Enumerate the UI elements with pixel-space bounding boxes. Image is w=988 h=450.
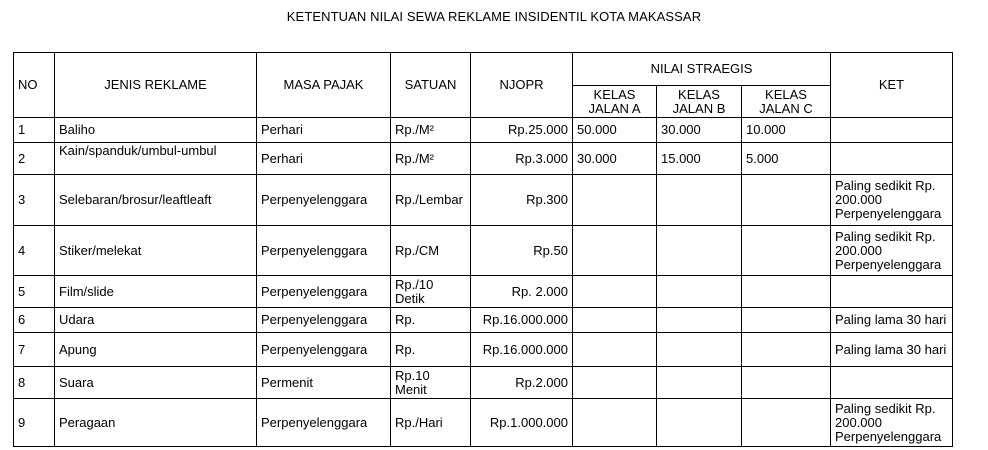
- cell-masa: Perpenyelenggara: [257, 333, 391, 367]
- cell-kelas-c: [742, 226, 831, 276]
- cell-kelas-a: 50.000: [573, 118, 657, 143]
- header-ket: KET: [831, 53, 953, 118]
- cell-kelas-b: [657, 367, 742, 399]
- cell-kelas-b: [657, 276, 742, 308]
- cell-masa: Perpenyelenggara: [257, 226, 391, 276]
- table-row: [14, 308, 953, 333]
- cell-kelas-a: 30.000: [573, 143, 657, 175]
- cell-jenis: Peragaan: [55, 399, 257, 447]
- cell-kelas-b: [657, 399, 742, 447]
- cell-kelas-b: [657, 333, 742, 367]
- cell-kelas-a: [573, 175, 657, 226]
- cell-kelas-c: [742, 333, 831, 367]
- cell-ket: [831, 118, 953, 143]
- cell-njopr: Rp.2.000: [471, 367, 573, 399]
- cell-satuan: Rp./M²: [391, 143, 471, 175]
- table-row: [14, 175, 953, 226]
- cell-kelas-b: [657, 308, 742, 333]
- cell-ket: Paling sedikit Rp. 200.000 Perpenyelenggara: [831, 226, 953, 276]
- cell-jenis: Stiker/melekat: [55, 226, 257, 276]
- table-row: [14, 276, 953, 308]
- cell-njopr: Rp.50: [471, 226, 573, 276]
- cell-njopr: Rp.16.000.000: [471, 308, 573, 333]
- header-nilai-strategis: NILAI STRAEGIS: [573, 53, 831, 86]
- cell-no: 9: [14, 399, 55, 447]
- table-row: [14, 118, 953, 143]
- cell-satuan: Rp.: [391, 308, 471, 333]
- table-row: [14, 333, 953, 367]
- cell-no: 2: [14, 143, 55, 175]
- cell-njopr: Rp. 2.000: [471, 276, 573, 308]
- cell-jenis: Baliho: [55, 118, 257, 143]
- table-row: [14, 143, 953, 175]
- cell-no: 5: [14, 276, 55, 308]
- cell-masa: Perpenyelenggara: [257, 308, 391, 333]
- cell-kelas-b: [657, 175, 742, 226]
- cell-ket: [831, 143, 953, 175]
- table-row: [14, 367, 953, 399]
- cell-ket: Paling sedikit Rp. 200.000 Perpenyelenggara: [831, 399, 953, 447]
- cell-masa: Perpenyelenggara: [257, 175, 391, 226]
- cell-kelas-c: 10.000: [742, 118, 831, 143]
- cell-ket: [831, 367, 953, 399]
- cell-jenis: Udara: [55, 308, 257, 333]
- cell-jenis: Film/slide: [55, 276, 257, 308]
- header-masa-pajak: MASA PAJAK: [257, 53, 391, 118]
- cell-ket: Paling lama 30 hari: [831, 308, 953, 333]
- cell-no: 1: [14, 118, 55, 143]
- cell-kelas-c: 5.000: [742, 143, 831, 175]
- cell-ket: Paling lama 30 hari: [831, 333, 953, 367]
- header-jenis-reklame: JENIS REKLAME: [55, 53, 257, 118]
- cell-jenis: Apung: [55, 333, 257, 367]
- cell-njopr: Rp.1.000.000: [471, 399, 573, 447]
- cell-no: 4: [14, 226, 55, 276]
- header-row: [14, 53, 953, 86]
- header-kelas-jalan-b: KELAS JALAN B: [657, 86, 742, 118]
- cell-kelas-a: [573, 308, 657, 333]
- cell-satuan: Rp./Hari: [391, 399, 471, 447]
- cell-satuan: Rp.10 Menit: [391, 367, 471, 399]
- cell-kelas-b: 30.000: [657, 118, 742, 143]
- header-no: NO: [14, 53, 55, 118]
- cell-kelas-c: [742, 276, 831, 308]
- cell-jenis: Suara: [55, 367, 257, 399]
- cell-masa: Perhari: [257, 118, 391, 143]
- cell-satuan: Rp./10 Detik: [391, 276, 471, 308]
- table-row: [14, 399, 953, 447]
- cell-njopr: Rp.3.000: [471, 143, 573, 175]
- cell-njopr: Rp.25.000: [471, 118, 573, 143]
- cell-kelas-a: [573, 333, 657, 367]
- cell-kelas-a: [573, 276, 657, 308]
- cell-njopr: Rp.16.000.000: [471, 333, 573, 367]
- cell-no: 7: [14, 333, 55, 367]
- cell-kelas-c: [742, 367, 831, 399]
- cell-kelas-c: [742, 399, 831, 447]
- cell-ket: [831, 276, 953, 308]
- header-satuan: SATUAN: [391, 53, 471, 118]
- cell-jenis: Kain/spanduk/umbul-umbul: [55, 143, 257, 175]
- cell-kelas-b: [657, 226, 742, 276]
- cell-satuan: Rp./Lembar: [391, 175, 471, 226]
- cell-masa: Permenit: [257, 367, 391, 399]
- cell-no: 6: [14, 308, 55, 333]
- cell-njopr: Rp.300: [471, 175, 573, 226]
- cell-masa: Perpenyelenggara: [257, 276, 391, 308]
- cell-kelas-a: [573, 226, 657, 276]
- header-kelas-jalan-a: KELAS JALAN A: [573, 86, 657, 118]
- cell-kelas-c: [742, 175, 831, 226]
- tariff-table: [13, 52, 953, 447]
- header-njopr: NJOPR: [471, 53, 573, 118]
- cell-jenis: Selebaran/brosur/leaftleaft: [55, 175, 257, 226]
- header-kelas-jalan-c: KELAS JALAN C: [742, 86, 831, 118]
- cell-masa: Perhari: [257, 143, 391, 175]
- cell-ket: Paling sedikit Rp. 200.000 Perpenyelenggara: [831, 175, 953, 226]
- table-row: [14, 226, 953, 276]
- document-title: KETENTUAN NILAI SEWA REKLAME INSIDENTIL KOTA MAKASSAR: [286, 9, 702, 24]
- cell-satuan: Rp./M²: [391, 118, 471, 143]
- cell-kelas-a: [573, 399, 657, 447]
- cell-masa: Perpenyelenggara: [257, 399, 391, 447]
- cell-no: 3: [14, 175, 55, 226]
- cell-satuan: Rp.: [391, 333, 471, 367]
- cell-kelas-b: 15.000: [657, 143, 742, 175]
- cell-no: 8: [14, 367, 55, 399]
- cell-kelas-a: [573, 367, 657, 399]
- cell-kelas-c: [742, 308, 831, 333]
- cell-satuan: Rp./CM: [391, 226, 471, 276]
